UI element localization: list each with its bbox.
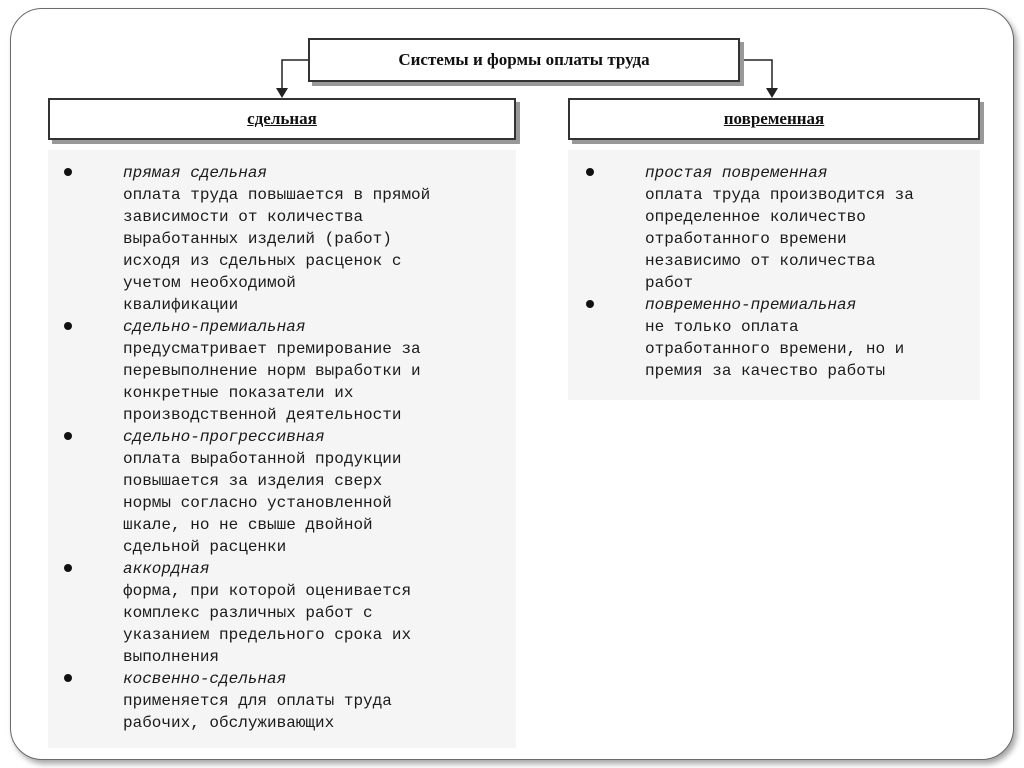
item-description (645, 184, 974, 294)
item-description (123, 184, 510, 316)
right-connector-line (740, 60, 772, 92)
time-based-header-box (568, 98, 980, 140)
diagram-title: Системы и формы оплаты труда (398, 50, 650, 69)
item-description (123, 448, 510, 558)
bullet-icon (64, 168, 72, 176)
description-line: исходя из сдельных расценок с (123, 252, 402, 270)
description-line: оплата выработанной продукции (123, 450, 402, 468)
description-line: отработанного времени, но и (645, 340, 905, 358)
description-line: зависимости от количества (123, 208, 364, 226)
time-based-header-label: повременная (723, 109, 825, 128)
diagram-title-box (308, 38, 740, 82)
description-line: оплата труда повышается в прямой (123, 186, 431, 204)
left-connector-line (282, 60, 308, 92)
list-item (60, 668, 510, 734)
description-line: определенное количество (645, 208, 866, 226)
description-line: независимо от количества (645, 252, 876, 270)
description-line: конкретные показатели их (123, 384, 354, 402)
item-description (123, 690, 510, 734)
bullet-icon (586, 300, 594, 308)
description-line: комплекс различных работ с (123, 604, 373, 622)
description-line: не только оплата (645, 318, 799, 336)
bullet-icon (64, 432, 72, 440)
description-line: нормы согласно установленной (123, 494, 392, 512)
description-line: работ (645, 274, 694, 292)
description-line: применяется для оплаты труда (123, 692, 392, 710)
list-item (60, 316, 510, 426)
description-line: перевыполнение норм выработки и (123, 362, 421, 380)
description-line: учетом необходимой (123, 274, 296, 292)
bullet-icon (64, 674, 72, 682)
description-line: шкале, но не свыше двойной (123, 516, 373, 534)
description-line: сдельной расценки (123, 538, 287, 556)
left-arrowhead (276, 88, 288, 98)
description-line: выполнения (123, 648, 220, 666)
item-description (123, 338, 510, 426)
description-line: отработанного времени (645, 230, 847, 248)
item-title: повременно-премиальная (645, 296, 857, 314)
item-title: сдельно-премиальная (123, 318, 306, 336)
description-line: предусматривает премирование за (123, 340, 421, 358)
list-item (582, 294, 974, 382)
description-line: указанием предельного срока их (123, 626, 412, 644)
bullet-icon (64, 564, 72, 572)
description-line: форма, при которой оценивается (123, 582, 412, 600)
item-description (645, 316, 974, 382)
bullet-icon (586, 168, 594, 176)
item-title: простая повременная (645, 164, 828, 182)
list-item (60, 426, 510, 558)
description-line: рабочих, обслуживающих (123, 714, 335, 732)
description-line: производственной деятельности (123, 406, 402, 424)
item-title: сдельно-прогрессивная (123, 428, 325, 446)
piecework-header-box (48, 98, 516, 140)
description-line: квалификации (123, 296, 239, 314)
piecework-header-label: сдельная (247, 109, 317, 128)
list-item (582, 162, 974, 294)
time-based-list (582, 162, 974, 382)
item-title: аккордная (123, 560, 210, 578)
item-title: прямая сдельная (123, 164, 268, 182)
list-item (60, 558, 510, 668)
list-item (60, 162, 510, 316)
description-line: оплата труда производится за (645, 186, 914, 204)
bullet-icon (64, 322, 72, 330)
description-line: выработанных изделий (работ) (123, 230, 392, 248)
item-description (123, 580, 510, 668)
item-title: косвенно-сдельная (123, 670, 287, 688)
piecework-list (60, 162, 510, 734)
description-line: повышается за изделия сверх (123, 472, 383, 490)
description-line: премия за качество работы (645, 362, 886, 380)
right-arrowhead (766, 88, 778, 98)
